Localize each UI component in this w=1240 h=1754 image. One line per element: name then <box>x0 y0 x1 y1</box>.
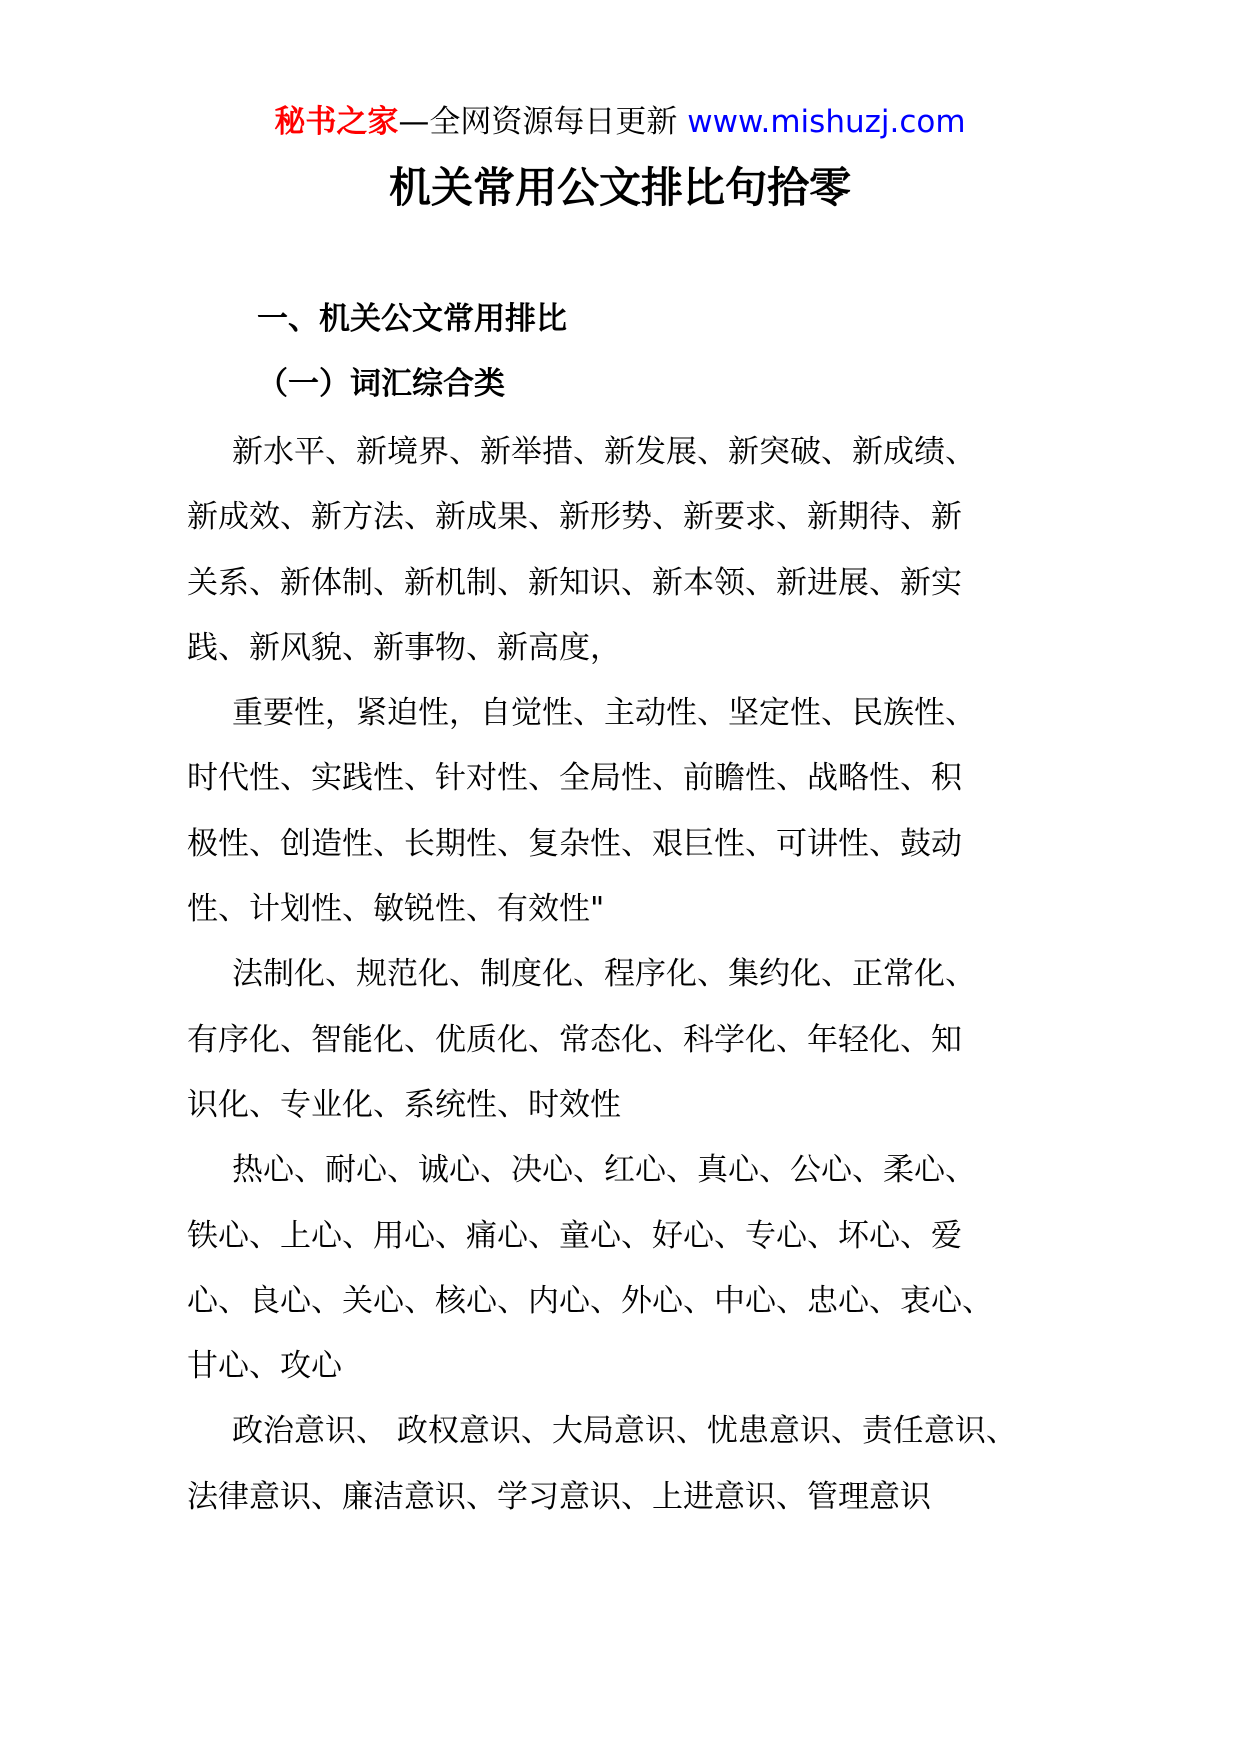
document-title: 机关常用公文排比句拾零 <box>388 163 851 212</box>
paragraph-line: 时代性、实践性、针对性、全局性、前瞻性、战略性、积 <box>187 760 962 797</box>
paragraph-line: 甘心、攻心 <box>187 1348 342 1385</box>
paragraph-xing-terms <box>187 681 1187 942</box>
paragraph-line: 关系、新体制、新机制、新知识、新本领、新进展、新实 <box>187 564 962 601</box>
paragraph-line: 法律意识、廉洁意识、学习意识、上进意识、管理意识 <box>187 1478 931 1515</box>
site-header <box>0 100 1240 144</box>
paragraph-line: 有序化、智能化、优质化、常态化、科学化、年轻化、知 <box>187 1021 962 1058</box>
site-url-link[interactable]: www.mishuzj.com <box>687 104 966 140</box>
paragraph-line: 性、计划性、敏锐性、有效性" <box>187 891 605 928</box>
section-heading: 一、机关公文常用排比 <box>257 301 567 337</box>
paragraph-new-terms <box>187 420 1187 681</box>
paragraph-line: 践、新风貌、新事物、新高度， <box>187 629 621 666</box>
brand-name: 秘书之家 <box>274 104 399 140</box>
body-text <box>187 420 1187 1530</box>
paragraph-line: 新水平、新境界、新举措、新发展、新突破、新成绩、 <box>232 434 976 470</box>
header-tagline: —全网资源每日更新 <box>398 104 688 140</box>
paragraph-line: 政治意识、 政权意识、大局意识、忧患意识、责任意识、 <box>232 1413 1017 1450</box>
paragraph-line: 重要性，紧迫性，自觉性、主动性、坚定性、民族性、 <box>232 695 976 732</box>
paragraph-line: 热心、耐心、诚心、决心、红心、真心、公心、柔心、 <box>232 1152 976 1189</box>
paragraph-line: 心、良心、关心、核心、内心、外心、中心、忠心、衷心、 <box>187 1282 993 1319</box>
paragraph-line: 铁心、上心、用心、痛心、童心、好心、专心、坏心、爱 <box>187 1217 962 1254</box>
subsection-heading: （一）词汇综合类 <box>257 366 505 402</box>
paragraph-hua-terms <box>187 942 1187 1138</box>
paragraph-xin-terms <box>187 1138 1187 1399</box>
paragraph-line: 新成效、新方法、新成果、新形势、新要求、新期待、新 <box>187 499 962 536</box>
paragraph-line: 识化、专业化、系统性、时效性 <box>187 1086 621 1123</box>
paragraph-line: 极性、创造性、长期性、复杂性、艰巨性、可讲性、鼓动 <box>187 825 962 862</box>
paragraph-line: 法制化、规范化、制度化、程序化、集约化、正常化、 <box>232 956 976 993</box>
paragraph-yishi-terms <box>187 1399 1187 1530</box>
